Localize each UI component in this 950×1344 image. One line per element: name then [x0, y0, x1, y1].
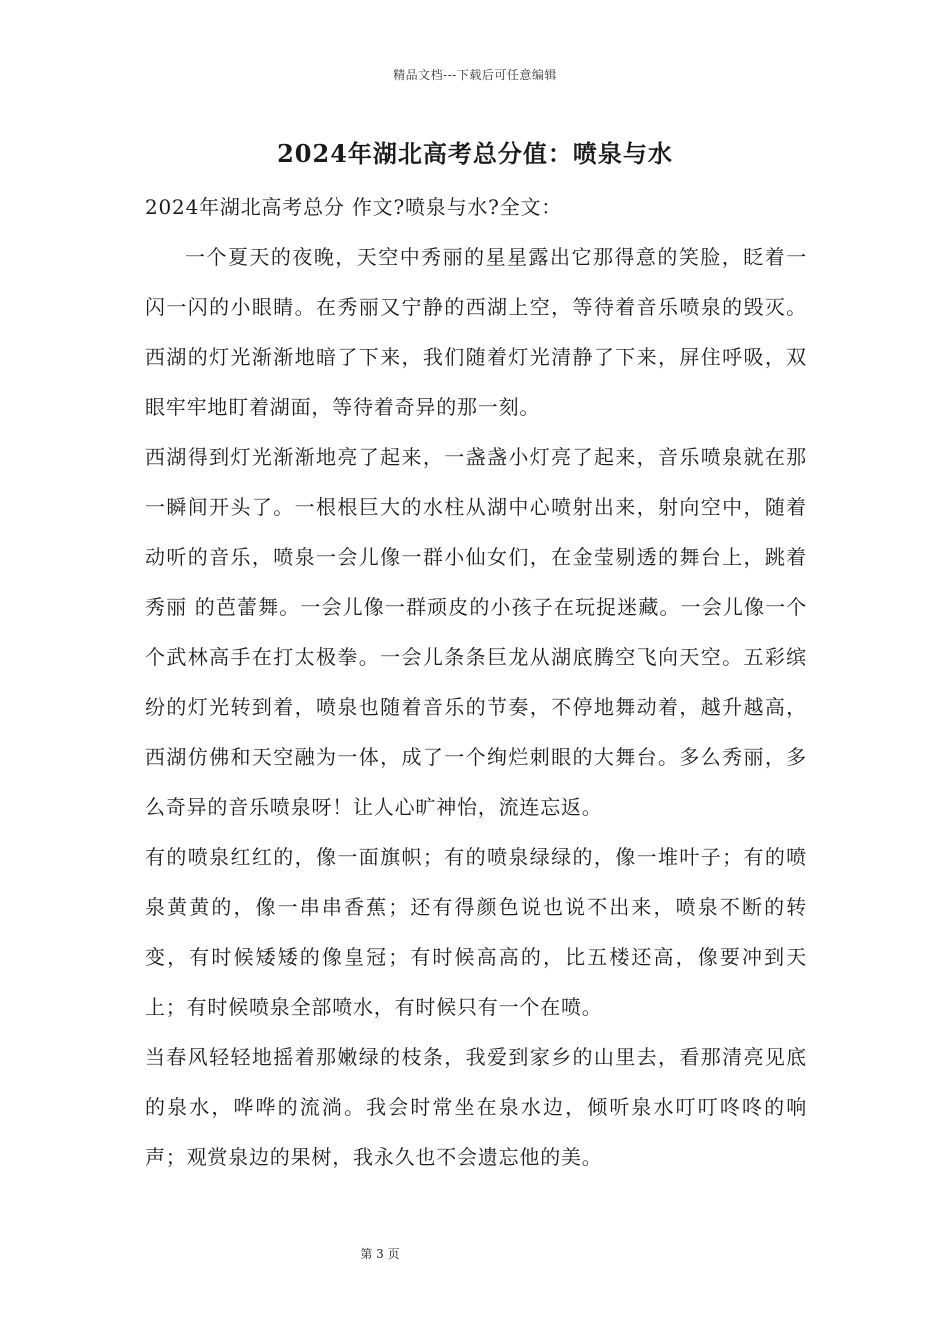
document-title: 2024年湖北高考总分值：喷泉与水	[277, 139, 673, 168]
paragraph-2: 西湖得到灯光渐渐地亮了起来，一盏盏小灯亮了起来，音乐喷泉就在那一瞬间开头了。一根根巨大的水柱从湖中心喷射出来，射向空中，随着动听的音乐，喷泉一会儿像一群小仙女们，在金莹剔透的舞台上，跳着秀丽 的芭蕾舞。一会儿像一群顽皮的小孩子在玩捉迷藏。一会儿像一个个武林高手在打太极拳。一会儿条条巨龙从湖底腾空飞向天空。五彩缤纷的灯光转到着，喷泉也随着音乐的节奏，不停地舞动着，越升越高，西湖仿佛和天空融为一体，成了一个绚烂刺眼的大舞台。多么秀丽，多么奇异的音乐喷泉呀！让人心旷神怡，流连忘返。	[145, 445, 807, 819]
document-body	[145, 182, 807, 1182]
paragraph-4: 当春风轻轻地摇着那嫩绿的枝条，我爱到家乡的山里去，看那清亮见底的泉水，哗哗的流淌。我会时常坐在泉水边，倾听泉水叮叮咚咚的响声；观赏泉边的果树，我永久也不会遗忘他的美。	[145, 1045, 807, 1169]
page-header: 精品文档---下载后可任意编辑	[393, 68, 557, 82]
paragraph-3: 有的喷泉红红的，像一面旗帜；有的喷泉绿绿的，像一堆叶子；有的喷泉黄黄的，像一串串香蕉；还有得颜色说也说不出来，喷泉不断的转变，有时候矮矮的像皇冠；有时候高高的，比五楼还高，像要冲到天上；有时候喷泉全部喷水，有时候只有一个在喷。	[145, 845, 807, 1019]
intro-line: 2024年湖北高考总分 作文?喷泉与水?全文：	[145, 195, 563, 219]
paragraph-1: 一个夏天的夜晚，天空中秀丽的星星露出它那得意的笑脸，眨着一闪一闪的小眼睛。在秀丽又宁静的西湖上空，等待着音乐喷泉的毁灭。西湖的灯光渐渐地暗了下来，我们随着灯光清静了下来，屏住呼吸，双眼牢牢地盯着湖面，等待着奇异的那一刻。	[145, 245, 807, 419]
page-number: 第 3 页	[360, 1247, 400, 1261]
